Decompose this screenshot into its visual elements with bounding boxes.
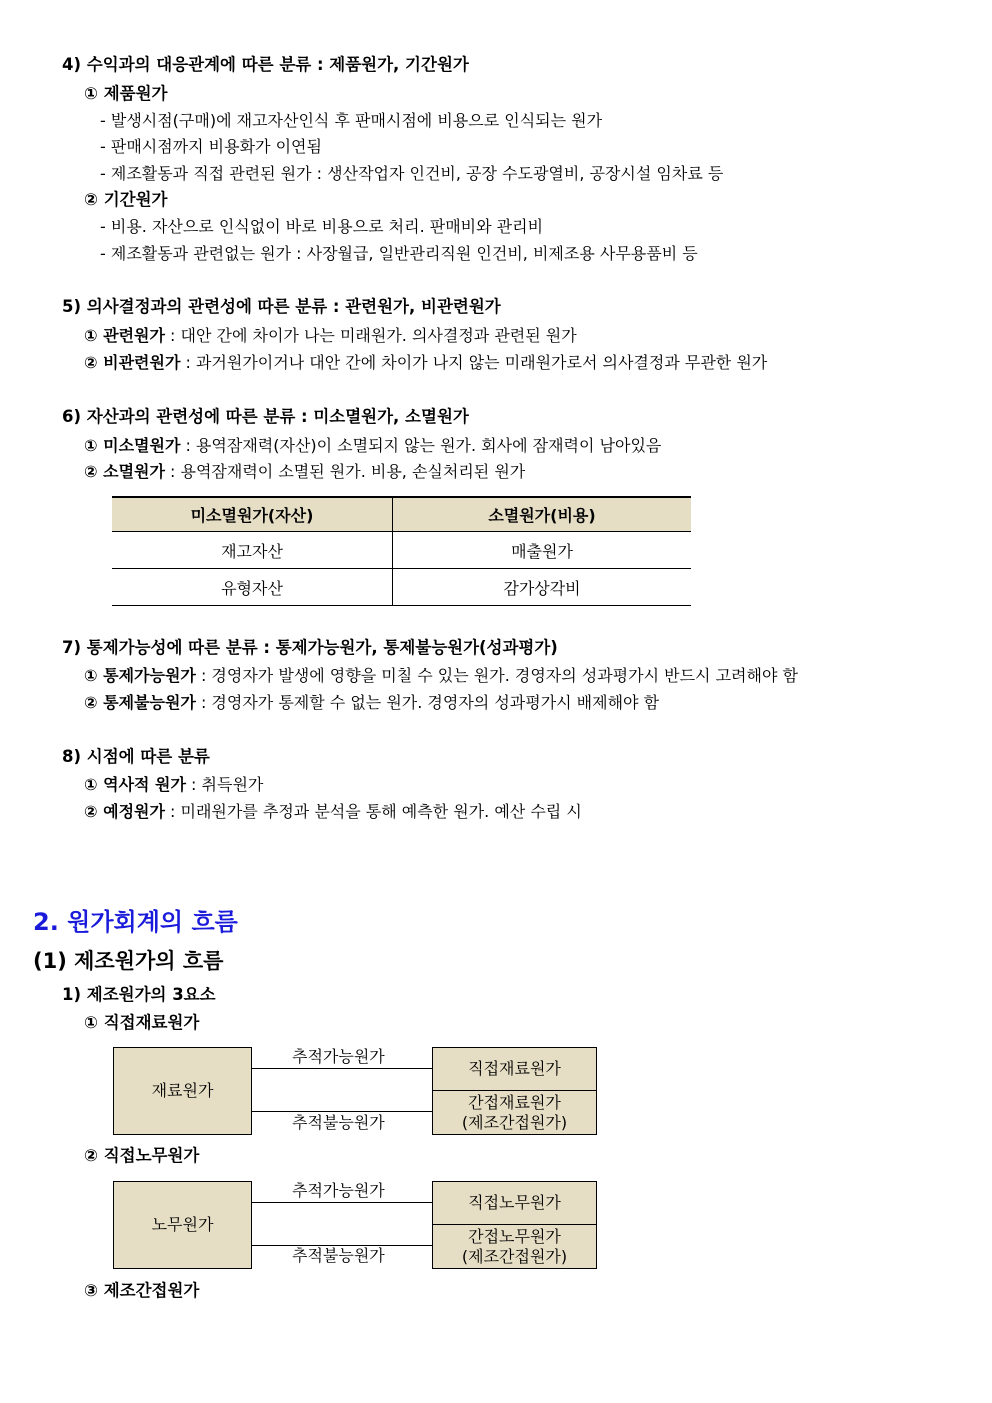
product-cost-line-2: - 판매시점까지 비용화가 이연됨 bbox=[100, 137, 322, 156]
traceable-label: 추적가능원가 bbox=[292, 1181, 385, 1200]
direct-material-title: ① 직접재료원가 bbox=[84, 1013, 200, 1032]
material-breakdown-box bbox=[432, 1047, 597, 1135]
direct-material-cell: 직접재료원가 bbox=[433, 1048, 596, 1091]
labor-cost-box: 노무원가 bbox=[113, 1181, 252, 1269]
uncontrollable-cost-item bbox=[84, 692, 659, 714]
irrelevant-cost-desc: : 과거원가이거나 대안 간에 차이가 나지 않는 미래원가로서 의사결정과 무관한 원가 bbox=[180, 353, 768, 372]
table-cell: 매출원가 bbox=[393, 532, 692, 569]
controllable-cost-item bbox=[84, 665, 798, 687]
direct-labor-title: ② 직접노무원가 bbox=[84, 1146, 200, 1165]
section-4-heading: 4) 수익과의 대응관계에 따른 분류 : 제품원가, 기간원가 bbox=[62, 55, 469, 74]
expired-cost-item bbox=[84, 461, 525, 483]
unexpired-cost-item bbox=[84, 435, 661, 457]
table-header-row bbox=[112, 497, 691, 532]
table-row bbox=[112, 569, 691, 606]
untraceable-connector bbox=[252, 1111, 432, 1112]
period-cost-line-1: - 비용. 자산으로 인식없이 바로 비용으로 처리. 판매비와 관리비 bbox=[100, 217, 544, 236]
overhead-note: (제조간접원가) bbox=[461, 1112, 568, 1132]
unexpired-cost-desc: : 용역잠재력(자산)이 소멸되지 않는 원가. 회사에 잠재력이 남아있음 bbox=[180, 436, 662, 455]
product-cost-line-3: - 제조활동과 직접 관련된 원가 : 생산작업자 인건비, 공장 수도광열비, 공장시설 임차료 등 bbox=[100, 164, 724, 183]
indirect-labor-cell bbox=[433, 1225, 596, 1268]
traceable-label: 추적가능원가 bbox=[292, 1047, 385, 1066]
labor-breakdown-box bbox=[432, 1181, 597, 1269]
historical-cost-desc: : 취득원가 bbox=[185, 775, 264, 794]
relevant-cost-term: ① 관련원가 bbox=[84, 326, 165, 345]
standard-cost-item bbox=[84, 801, 582, 823]
product-cost-title: ① 제품원가 bbox=[84, 84, 168, 103]
traceable-connector bbox=[252, 1202, 432, 1203]
uncontrollable-cost-term: ② 통제불능원가 bbox=[84, 693, 196, 712]
historical-cost-item bbox=[84, 774, 263, 796]
table-row bbox=[112, 532, 691, 569]
expired-cost-term: ② 소멸원가 bbox=[84, 462, 165, 481]
controllable-cost-term: ① 통제가능원가 bbox=[84, 666, 196, 685]
relevant-cost-item bbox=[84, 325, 577, 347]
controllable-cost-desc: : 경영자가 발생에 영향을 미칠 수 있는 원가. 경영자의 성과평가시 반드시 고려해야 함 bbox=[195, 666, 798, 685]
section-5-heading: 5) 의사결정과의 관련성에 따른 분류 : 관련원가, 비관련원가 bbox=[62, 297, 501, 316]
subsection-1-title: (1) 제조원가의 흐름 bbox=[33, 949, 224, 973]
historical-cost-term: ① 역사적 원가 bbox=[84, 775, 186, 794]
standard-cost-term: ② 예정원가 bbox=[84, 802, 165, 821]
irrelevant-cost-item bbox=[84, 352, 767, 374]
section-8-heading: 8) 시점에 따른 분류 bbox=[62, 747, 210, 766]
table-cell: 유형자산 bbox=[112, 569, 393, 606]
three-elements-heading: 1) 제조원가의 3요소 bbox=[62, 985, 216, 1004]
untraceable-label: 추적불능원가 bbox=[292, 1246, 385, 1265]
section-7-heading: 7) 통제가능성에 따른 분류 : 통제가능원가, 통제불능원가(성과평가) bbox=[62, 638, 558, 657]
manufacturing-overhead-title: ③ 제조간접원가 bbox=[84, 1281, 200, 1300]
chapter-2-title: 2. 원가회계의 흐름 bbox=[33, 908, 238, 936]
relevant-cost-desc: : 대안 간에 차이가 나는 미래원가. 의사결정과 관련된 원가 bbox=[164, 326, 577, 345]
standard-cost-desc: : 미래원가를 추정과 분석을 통해 예측한 원가. 예산 수립 시 bbox=[164, 802, 582, 821]
uncontrollable-cost-desc: : 경영자가 통제할 수 없는 원가. 경영자의 성과평가시 배제해야 함 bbox=[195, 693, 660, 712]
period-cost-line-2: - 제조활동과 관련없는 원가 : 사장월급, 일반관리직원 인건비, 비제조용 사무용품비 등 bbox=[100, 244, 698, 263]
cost-classification-table bbox=[112, 496, 691, 606]
table-header: 소멸원가(비용) bbox=[393, 497, 692, 532]
traceable-connector bbox=[252, 1068, 432, 1069]
overhead-note: (제조간접원가) bbox=[461, 1246, 568, 1266]
expired-cost-desc: : 용역잠재력이 소멸된 원가. 비용, 손실처리된 원가 bbox=[164, 462, 526, 481]
table-cell: 재고자산 bbox=[112, 532, 393, 569]
unexpired-cost-term: ① 미소멸원가 bbox=[84, 436, 181, 455]
indirect-material-cell bbox=[433, 1091, 596, 1134]
period-cost-title: ② 기간원가 bbox=[84, 190, 168, 209]
irrelevant-cost-term: ② 비관련원가 bbox=[84, 353, 181, 372]
table-cell: 감가상각비 bbox=[393, 569, 692, 606]
direct-labor-cell: 직접노무원가 bbox=[433, 1182, 596, 1225]
product-cost-line-1: - 발생시점(구매)에 재고자산인식 후 판매시점에 비용으로 인식되는 원가 bbox=[100, 111, 603, 130]
table-header: 미소멸원가(자산) bbox=[112, 497, 393, 532]
material-cost-box: 재료원가 bbox=[113, 1047, 252, 1135]
untraceable-label: 추적불능원가 bbox=[292, 1113, 385, 1132]
indirect-labor-label: 간접노무원가 bbox=[468, 1226, 561, 1246]
section-6-heading: 6) 자산과의 관련성에 따른 분류 : 미소멸원가, 소멸원가 bbox=[62, 407, 469, 426]
indirect-material-label: 간접재료원가 bbox=[468, 1092, 561, 1112]
